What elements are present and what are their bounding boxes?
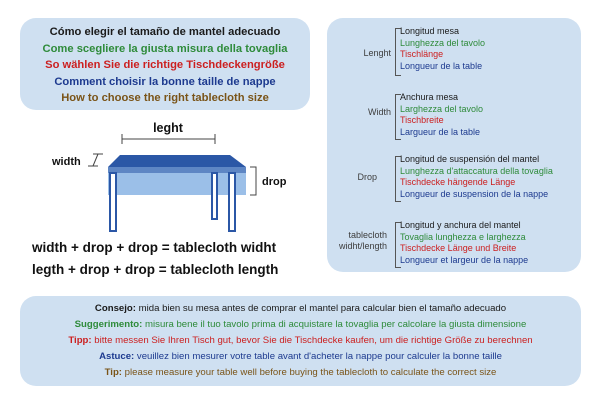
- glossary-terms-tablecloth: [400, 220, 528, 266]
- table-diagram: [0, 115, 320, 245]
- tip-key: Tipp:: [68, 335, 92, 346]
- glossary-term-es: Longitud mesa: [400, 26, 460, 36]
- glossary-term-de: Tischlänge: [400, 49, 444, 59]
- glossary-term-fr: Longueur et largeur de la nappe: [400, 254, 529, 265]
- length-label: leght: [153, 121, 183, 135]
- table-illustration: [0, 115, 320, 245]
- glossary-panel: [327, 18, 581, 272]
- table-leg-back-right: [212, 173, 217, 219]
- tip-key: Consejo:: [94, 303, 136, 314]
- table-top-edge: [108, 167, 246, 173]
- tip-italian: [20, 317, 581, 333]
- glossary-terms-width: [400, 92, 483, 138]
- title-german: So wählen Sie die richtige Tischdeckengröße: [45, 59, 285, 71]
- drop-bracket: [250, 167, 256, 195]
- tip-spanish: [20, 301, 581, 317]
- title-english: How to choose the right tablecloth size: [61, 92, 269, 104]
- tip-german: [20, 333, 581, 349]
- tip-english: [20, 365, 581, 381]
- title-french: Comment choisir la bonne taille de nappe: [54, 75, 276, 88]
- glossary-label-tablecloth: [327, 230, 387, 252]
- glossary-term-de: Tischdecke hängende Länge: [400, 177, 516, 187]
- glossary-label-width: Width: [367, 107, 391, 117]
- glossary-term-es: Anchura mesa: [400, 92, 459, 102]
- title-italian: Come scegliere la giusta misura della tovaglia: [42, 42, 288, 55]
- tip-text: please measure your table well before buying the tablecloth to calculate the correct size: [122, 367, 497, 378]
- glossary-term-de: Tischbreite: [400, 115, 444, 125]
- tip-french: [20, 349, 581, 365]
- glossary-term-fr: Largueur de la table: [400, 126, 481, 137]
- tip-text: bitte messen Sie Ihren Tisch gut, bevor Sie die Tischdecke kaufen, um die richtige Größe zu berechnen: [91, 335, 533, 346]
- tip-key: Tip:: [104, 367, 123, 378]
- glossary-label-drop: Drop: [357, 172, 377, 182]
- title-spanish: Cómo elegir el tamaño de mantel adecuado: [49, 26, 281, 38]
- glossary-term-es: Longitud y anchura del mantel: [400, 220, 521, 230]
- glossary-label-tablecloth-line1: tablecloth: [348, 230, 387, 240]
- table-leg-front-right: [229, 173, 235, 231]
- glossary-term-de: Tischdecke Länge und Breite: [400, 243, 517, 253]
- formula-length: legth + drop + drop = tablecloth length: [32, 262, 279, 277]
- glossary-term-fr: Longueur de la table: [400, 60, 483, 71]
- glossary-term-es: Longitud de suspensión del mantel: [400, 154, 540, 164]
- drop-label: drop: [262, 176, 287, 188]
- table-top-surface: [108, 155, 246, 167]
- glossary-term-it: Tovaglia lunghezza e larghezza: [400, 231, 526, 242]
- tip-text: mida bien su mesa antes de comprar el mantel para calcular bien el tamaño adecuado: [135, 303, 507, 314]
- width-dimension-line: [93, 154, 98, 166]
- formula-width: width + drop + drop = tablecloth widht: [32, 240, 277, 255]
- table-leg-front-left: [110, 173, 116, 231]
- width-label: width: [52, 156, 81, 168]
- tip-key: Suggerimento:: [74, 319, 143, 330]
- tip-text: misura bene il tuo tavolo prima di acquistare la tovaglia per calcolare la giusta dimensione: [142, 319, 527, 330]
- glossary-terms-length: [400, 26, 485, 72]
- glossary-term-it: Larghezza del tavolo: [400, 103, 484, 114]
- tip-text: veuillez bien mesurer votre table avant d'acheter la nappe pour calculer la bonne taille: [134, 351, 502, 362]
- glossary-term-it: Lunghezza d'attaccatura della tovaglia: [400, 165, 553, 176]
- tip-key: Astuce:: [99, 351, 135, 362]
- glossary-term-fr: Longueur de suspension de la nappe: [400, 188, 549, 199]
- title-panel: [20, 18, 310, 110]
- glossary-term-it: Lunghezza del tavolo: [400, 37, 486, 48]
- glossary-label-length: Lenght: [363, 48, 391, 58]
- glossary-terms-drop: [400, 154, 553, 200]
- glossary-label-tablecloth-line2: widht/length: [338, 241, 387, 251]
- tips-panel: [20, 296, 581, 386]
